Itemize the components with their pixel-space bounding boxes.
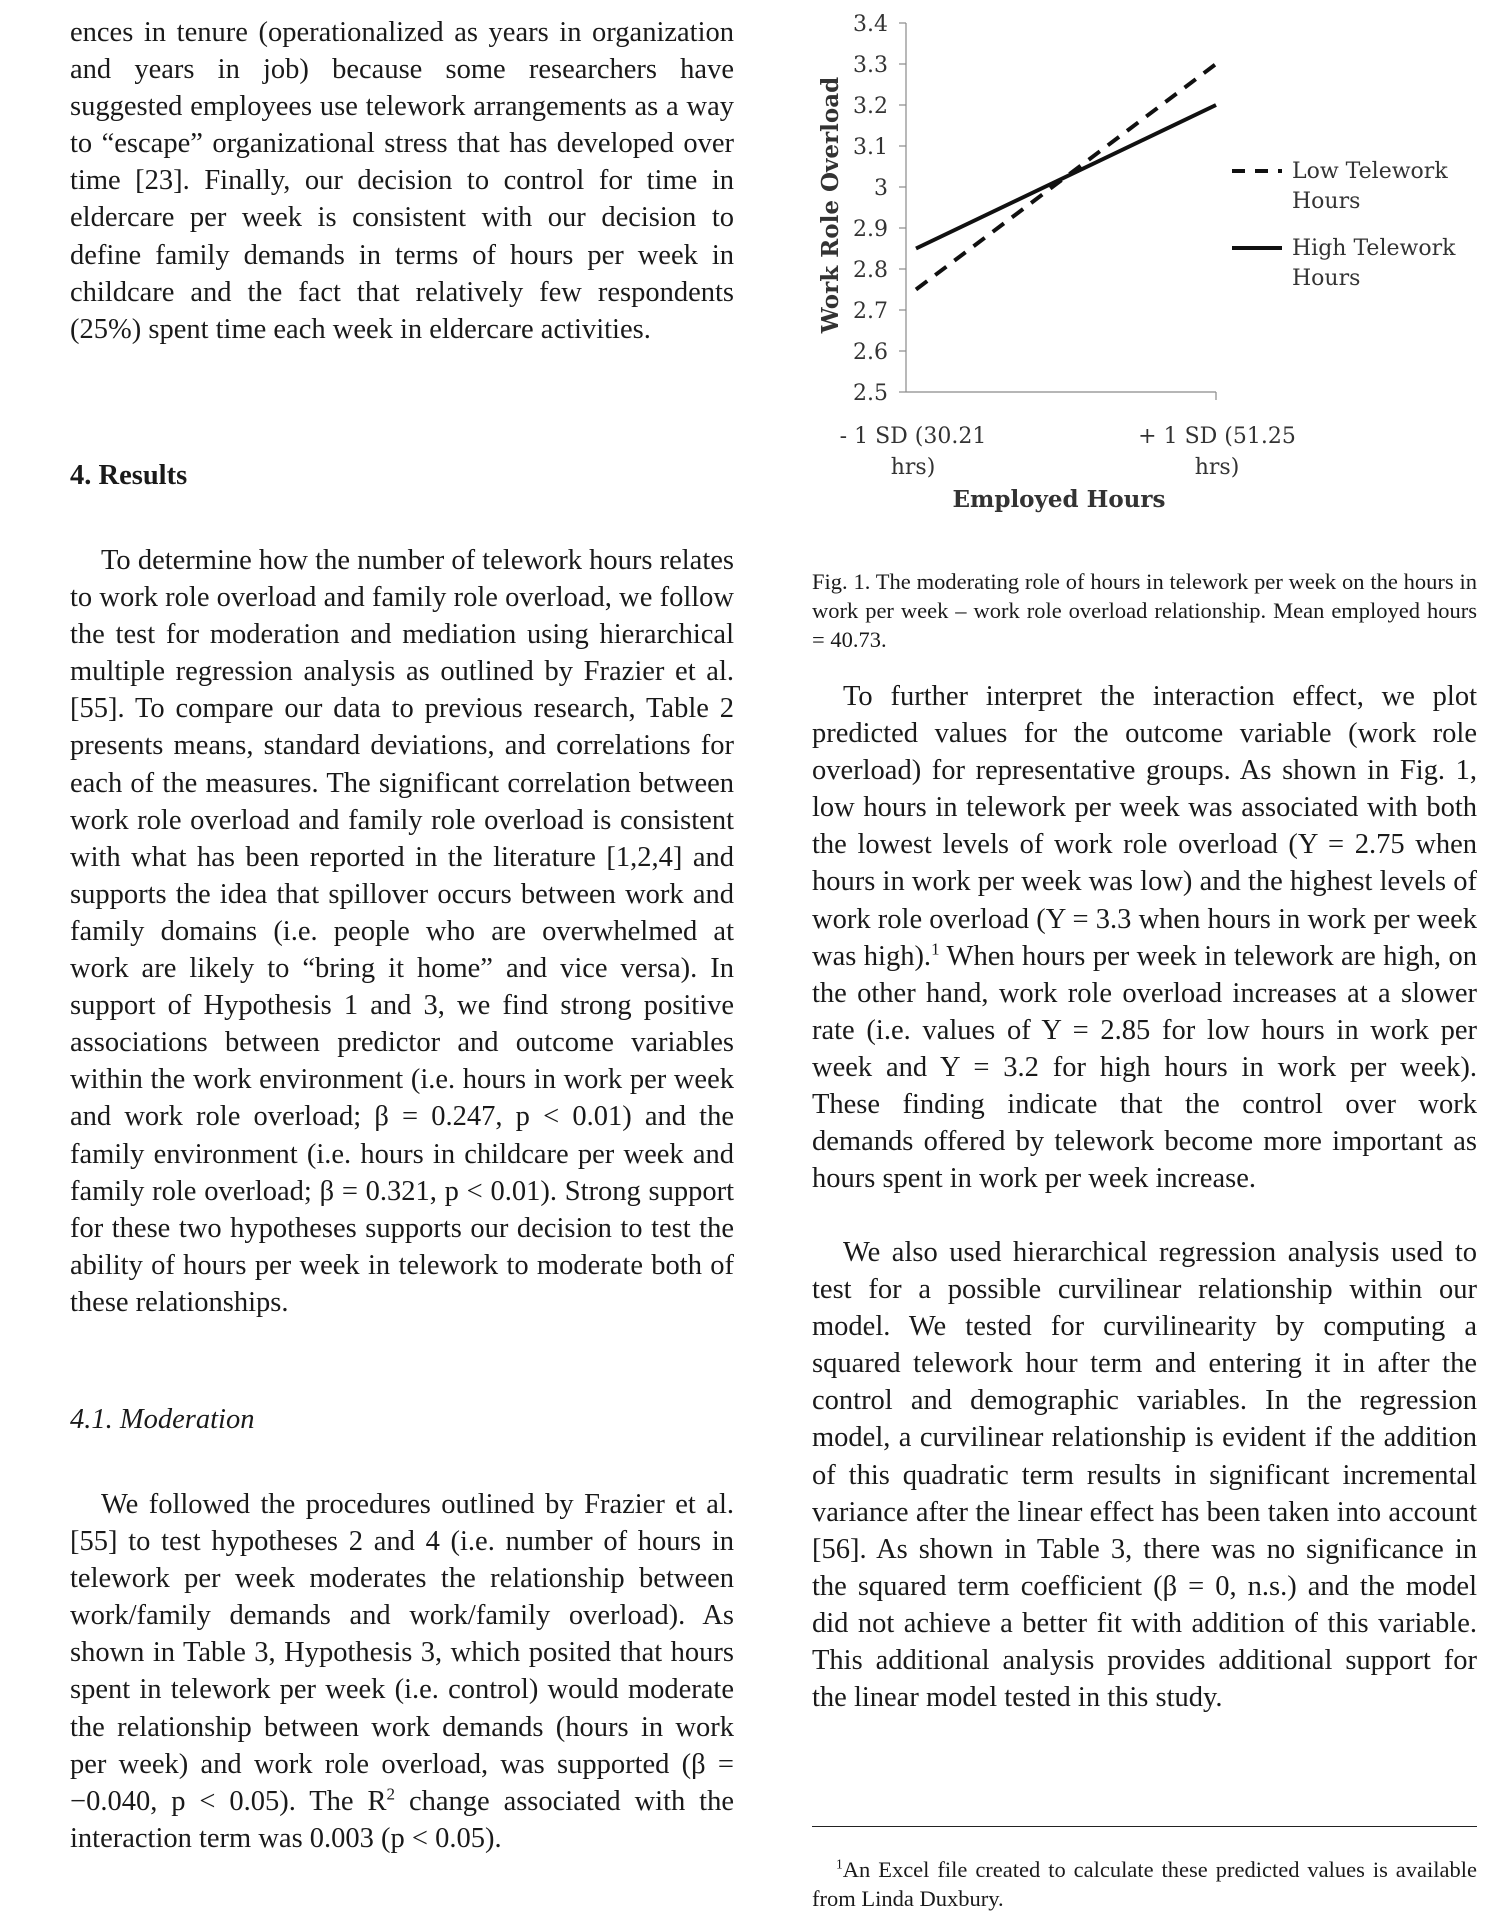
x-tick-label: - 1 SD (30.21 <box>839 424 987 449</box>
interpretation-text-a: To further interpret the interaction effect, we plot predicted values for the outcome variable (work role overload) for representative groups. As shown in Fig. 1, low hours in telework per week was associated with both the lowest levels of work role overload (Y = 2.75 when hours in work per week was low) and the highest levels of work role overload (Y = 3.3 when hours in work per week was high). <box>812 681 1477 972</box>
y-tick-label: 3.2 <box>853 94 888 119</box>
y-axis-label: Work Role Overload <box>817 76 844 334</box>
legend-label: High Telework <box>1292 236 1456 261</box>
y-tick-label: 3.3 <box>853 53 888 78</box>
interpretation-text-b: When hours per week in telework are high, on the other hand, work role overload increases at a slower rate (i.e. values of Y = 2.85 for low hours in work per week and Y = 3.2 for high hours in work per week). These finding indicate that the control over work demands offered by telework become more important as hours spent in work per week increase. <box>812 940 1477 1195</box>
footnote-marker: 1 <box>931 939 940 959</box>
figure-1-chart <box>812 0 1477 525</box>
moderation-heading: 4.1. Moderation <box>70 1404 255 1435</box>
r-squared-superscript: 2 <box>386 1784 396 1804</box>
footnote-number: 1 <box>836 1856 843 1871</box>
footnote-text: An Excel file created to calculate these predicted values is available from Linda Duxbury. <box>812 1856 1477 1911</box>
moderation-text: We followed the procedures outlined by Frazier et al. [55] to test hypotheses 2 and 4 (i.e. number of hours in telework per week moderates the relationship between work/family demands and work/family overload). As shown in Table 3, Hypothesis 3, which posited that hours spent in telework per week (i.e. control) would moderate the relationship between work demands (hours in work per week) and work role overload, was supported (β = −0.040, p < 0.05). The R <box>70 1489 734 1817</box>
y-tick-label: 3.4 <box>853 12 888 37</box>
legend-label: Hours <box>1292 189 1361 214</box>
results-paragraph: To determine how the number of telework hours relates to work role overload and family role overload, we follow the test for moderation and mediation using hierarchical multiple regression analysis as outlined by Frazier et al. [55]. To compare our data to previous research, Table 2 presents means, standard deviations, and correlations for each of the measures. The significant correlation between work role overload and family role overload is consistent with what has been reported in the literature [1,2,4] and supports the idea that spillover occurs between work and family domains (i.e. people who are overwhelmed at work are likely to “bring it home” and vice versa). In support of Hypothesis 1 and 3, we find strong positive associations between predictor and outcome variables within the work environment (i.e. hours in work per week and work role overload; β = 0.247, p < 0.01) and the family environment (i.e. hours in childcare per week and family role overload; β = 0.321, p < 0.01). Strong support for these two hypotheses supports our decision to test the ability of hours per week in telework to moderate both of these relationships. <box>70 545 734 1318</box>
legend-label: Low Telework <box>1292 159 1448 184</box>
x-axis-label: Employed Hours <box>952 486 1166 513</box>
legend-label: Hours <box>1292 266 1361 291</box>
y-tick-label: 2.6 <box>853 340 888 365</box>
intro-paragraph: ences in tenure (operationalized as years in organization and years in job) because some researchers have suggested employees use telework arrangements as a way to “escape” organizational stress that has developed over time [23]. Finally, our decision to control for time in eldercare per week is consistent with our decision to define family demands in terms of hours per week in childcare and the fact that relatively few respondents (25%) spent time each week in eldercare activities. <box>70 17 734 345</box>
y-tick-label: 2.8 <box>853 258 888 283</box>
y-tick-label: 2.7 <box>853 299 888 324</box>
interpretation-paragraph <box>812 678 1477 1197</box>
figure-caption: Fig. 1. The moderating role of hours in telework per week on the hours in work per week – work role overload relationship. Mean employed hours = 40.73. <box>812 568 1477 652</box>
moderation-text-end: change associated with the interaction term was 0.003 (p < 0.05). <box>70 1785 734 1854</box>
high-telework-line <box>916 105 1216 249</box>
curvilinear-paragraph: We also used hierarchical regression analysis used to test for a possible curvilinear relationship within our model. We tested for curvilinearity by computing a squared telework hour term and entering it in after the control and demographic variables. In the regression model, a curvilinear relationship is evident if the addition of this quadratic term results in significant incremental variance after the linear effect has been taken into account [56]. As shown in Table 3, there was no significance in the squared term coefficient (β = 0, n.s.) and the model did not achieve a better fit with addition of this variable. This additional analysis provides additional support for the linear model tested in this study. <box>812 1237 1477 1714</box>
x-tick-labels <box>840 424 1296 480</box>
chart-legend <box>1232 159 1456 291</box>
x-tick-label: hrs) <box>890 455 936 480</box>
x-tick-label: hrs) <box>1194 455 1240 480</box>
chart-axes <box>899 23 1216 400</box>
x-tick-label: + 1 SD (51.25 <box>1138 424 1296 449</box>
y-tick-label: 3.1 <box>853 135 888 160</box>
results-heading: 4. Results <box>70 460 188 491</box>
y-tick-label: 2.9 <box>853 217 888 242</box>
footnote-rule <box>812 1826 1477 1827</box>
chart-lines <box>916 64 1216 290</box>
footnote <box>812 1855 1477 1913</box>
y-tick-label: 2.5 <box>853 381 888 406</box>
y-tick-label: 3 <box>874 176 888 201</box>
moderation-paragraph <box>70 1486 734 1857</box>
y-tick-labels <box>853 12 888 406</box>
